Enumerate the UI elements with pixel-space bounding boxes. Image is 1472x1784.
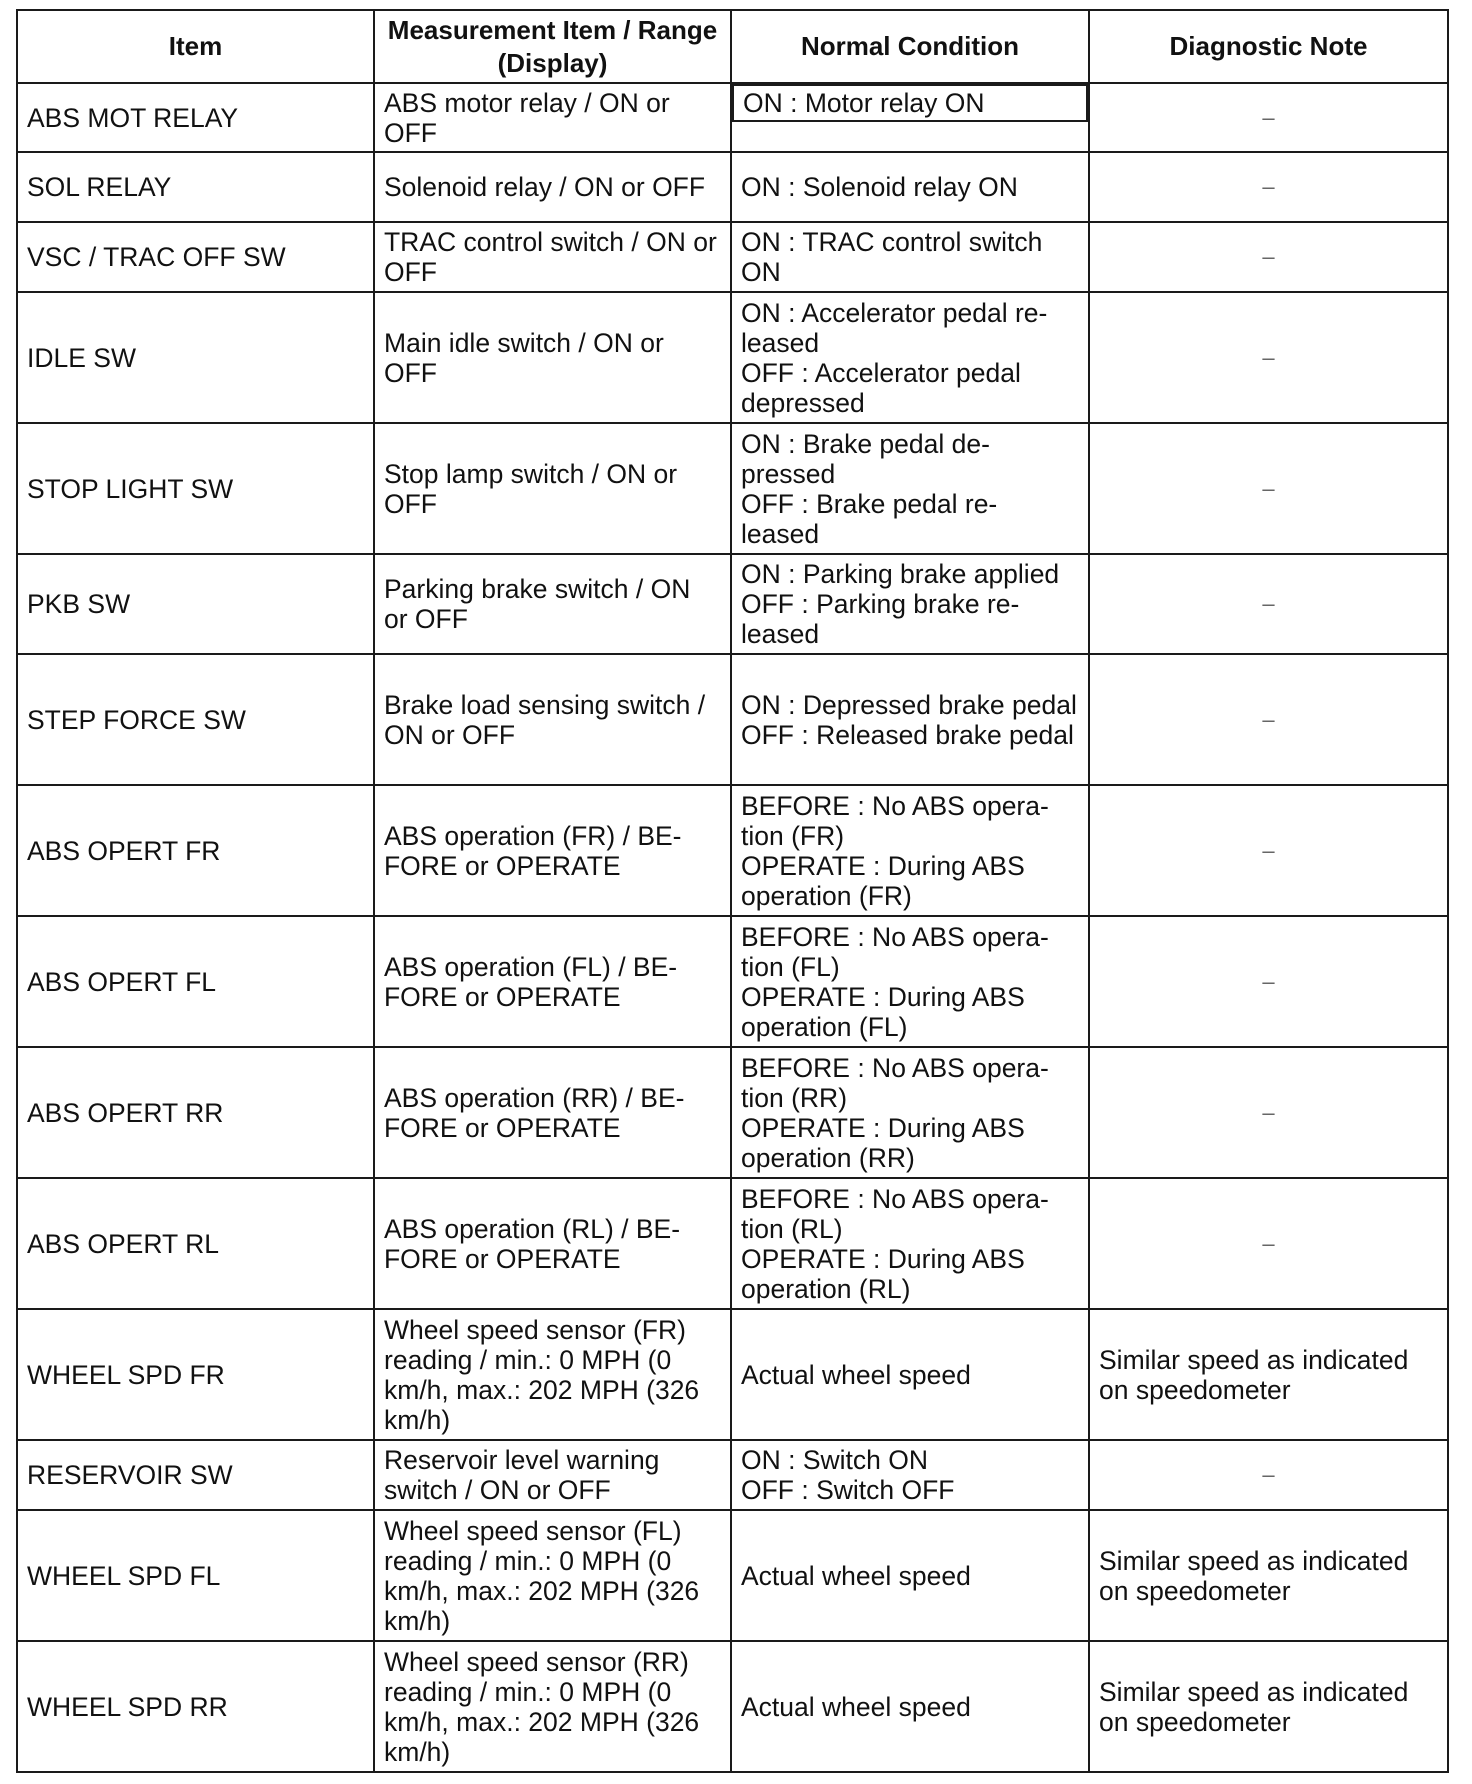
cell-item: VSC / TRAC OFF SW	[17, 222, 374, 292]
cell-item: WHEEL SPD RR	[17, 1641, 374, 1772]
cell-normal-condition	[731, 785, 1089, 916]
header-item: Item	[17, 10, 374, 83]
table-header-row	[17, 10, 1448, 83]
cell-item: ABS MOT RELAY	[17, 83, 374, 152]
cell-diagnostic-note: –	[1089, 1047, 1448, 1178]
normal-condition-text: ON : Depressed brake pedal OFF : Released brake pedal	[741, 689, 1077, 750]
cell-item: WHEEL SPD FL	[17, 1510, 374, 1641]
normal-condition-text: BEFORE : No ABS opera- tion (RR) OPERATE : During ABS operation (RR)	[741, 1052, 1049, 1173]
cell-diagnostic-note: –	[1089, 554, 1448, 654]
table-row	[17, 554, 1448, 654]
table-row	[17, 292, 1448, 423]
cell-item: IDLE SW	[17, 292, 374, 423]
cell-diagnostic-note: –	[1089, 785, 1448, 916]
cell-normal-condition	[731, 1178, 1089, 1309]
cell-item: ABS OPERT RL	[17, 1178, 374, 1309]
header-measurement: Measurement Item / Range (Display)	[374, 10, 731, 83]
cell-normal-condition	[731, 423, 1089, 554]
cell-normal-condition	[731, 1440, 1089, 1510]
cell-measurement: Reservoir level warning switch / ON or OFF	[374, 1440, 731, 1510]
cell-item: STOP LIGHT SW	[17, 423, 374, 554]
cell-measurement: Wheel speed sensor (RR) reading / min.: 0 MPH (0 km/h, max.: 202 MPH (326 km/h)	[374, 1641, 731, 1772]
cell-normal-condition: ON : Motor relay ON	[732, 84, 1088, 122]
cell-diagnostic-note: –	[1089, 83, 1448, 152]
cell-measurement: ABS motor relay / ON or OFF	[374, 83, 731, 152]
table-row	[17, 1178, 1448, 1309]
normal-condition-text: BEFORE : No ABS opera- tion (FR) OPERATE : During ABS operation (FR)	[741, 790, 1049, 911]
cell-diagnostic-note: –	[1089, 1178, 1448, 1309]
cell-diagnostic-note: –	[1089, 152, 1448, 222]
cell-item: ABS OPERT FR	[17, 785, 374, 916]
cell-measurement: Stop lamp switch / ON or OFF	[374, 423, 731, 554]
diagnostic-data-table	[16, 9, 1449, 1773]
cell-item: ABS OPERT FL	[17, 916, 374, 1047]
cell-normal-condition	[731, 292, 1089, 423]
cell-measurement: ABS operation (FL) / BE- FORE or OPERATE	[374, 916, 731, 1047]
normal-condition-text: BEFORE : No ABS opera- tion (FL) OPERATE : During ABS operation (FL)	[741, 921, 1049, 1042]
cell-diagnostic-note: –	[1089, 916, 1448, 1047]
cell-measurement: Wheel speed sensor (FR) reading / min.: 0 MPH (0 km/h, max.: 202 MPH (326 km/h)	[374, 1309, 731, 1440]
table-row	[17, 83, 1448, 152]
cell-normal-condition	[731, 654, 1089, 785]
cell-diagnostic-note: Similar speed as indicated on speedometer	[1089, 1510, 1448, 1641]
table-row	[17, 222, 1448, 292]
cell-diagnostic-note: Similar speed as indicated on speedometer	[1089, 1641, 1448, 1772]
table-row	[17, 1510, 1448, 1641]
cell-normal-condition	[731, 554, 1089, 654]
cell-measurement: TRAC control switch / ON or OFF	[374, 222, 731, 292]
cell-item: RESERVOIR SW	[17, 1440, 374, 1510]
cell-normal-condition: Actual wheel speed	[731, 1309, 1089, 1440]
table-row	[17, 1309, 1448, 1440]
cell-measurement: Parking brake switch / ON or OFF	[374, 554, 731, 654]
cell-diagnostic-note: –	[1089, 292, 1448, 423]
table-row	[17, 654, 1448, 785]
cell-item: STEP FORCE SW	[17, 654, 374, 785]
cell-item: PKB SW	[17, 554, 374, 654]
cell-normal-condition	[731, 1047, 1089, 1178]
cell-normal-condition: ON : Solenoid relay ON	[731, 152, 1089, 222]
cell-measurement: Solenoid relay / ON or OFF	[374, 152, 731, 222]
cell-measurement: ABS operation (FR) / BE- FORE or OPERATE	[374, 785, 731, 916]
table-row	[17, 152, 1448, 222]
normal-condition-text: ON : Brake pedal de- pressed OFF : Brake pedal re- leased	[741, 428, 998, 549]
cell-normal-condition: Actual wheel speed	[731, 1641, 1089, 1772]
cell-diagnostic-note: –	[1089, 423, 1448, 554]
cell-normal-condition: Actual wheel speed	[731, 1510, 1089, 1641]
normal-condition-text: BEFORE : No ABS opera- tion (RL) OPERATE : During ABS operation (RL)	[741, 1183, 1049, 1304]
table-row	[17, 423, 1448, 554]
table-row	[17, 916, 1448, 1047]
cell-measurement: ABS operation (RR) / BE- FORE or OPERATE	[374, 1047, 731, 1178]
cell-diagnostic-note: –	[1089, 222, 1448, 292]
cell-normal-condition: ON : TRAC control switch ON	[731, 222, 1089, 292]
table-row	[17, 1047, 1448, 1178]
normal-condition-text: ON : Accelerator pedal re- leased OFF : Accelerator pedal depressed	[741, 297, 1048, 418]
header-normal-condition: Normal Condition	[731, 10, 1089, 83]
cell-measurement: ABS operation (RL) / BE- FORE or OPERATE	[374, 1178, 731, 1309]
table-row	[17, 785, 1448, 916]
cell-diagnostic-note: –	[1089, 1440, 1448, 1510]
table-row	[17, 1440, 1448, 1510]
cell-normal-condition	[731, 916, 1089, 1047]
cell-measurement: Brake load sensing switch / ON or OFF	[374, 654, 731, 785]
cell-item: SOL RELAY	[17, 152, 374, 222]
cell-diagnostic-note: –	[1089, 654, 1448, 785]
header-diagnostic-note: Diagnostic Note	[1089, 10, 1448, 83]
cell-item: WHEEL SPD FR	[17, 1309, 374, 1440]
normal-condition-text: ON : Parking brake applied OFF : Parking brake re- leased	[741, 559, 1060, 649]
normal-condition-text: ON : Switch ON OFF : Switch OFF	[741, 1445, 955, 1505]
cell-item: ABS OPERT RR	[17, 1047, 374, 1178]
cell-measurement: Main idle switch / ON or OFF	[374, 292, 731, 423]
table-row	[17, 1641, 1448, 1772]
cell-measurement: Wheel speed sensor (FL) reading / min.: 0 MPH (0 km/h, max.: 202 MPH (326 km/h)	[374, 1510, 731, 1641]
cell-diagnostic-note: Similar speed as indicated on speedometer	[1089, 1309, 1448, 1440]
